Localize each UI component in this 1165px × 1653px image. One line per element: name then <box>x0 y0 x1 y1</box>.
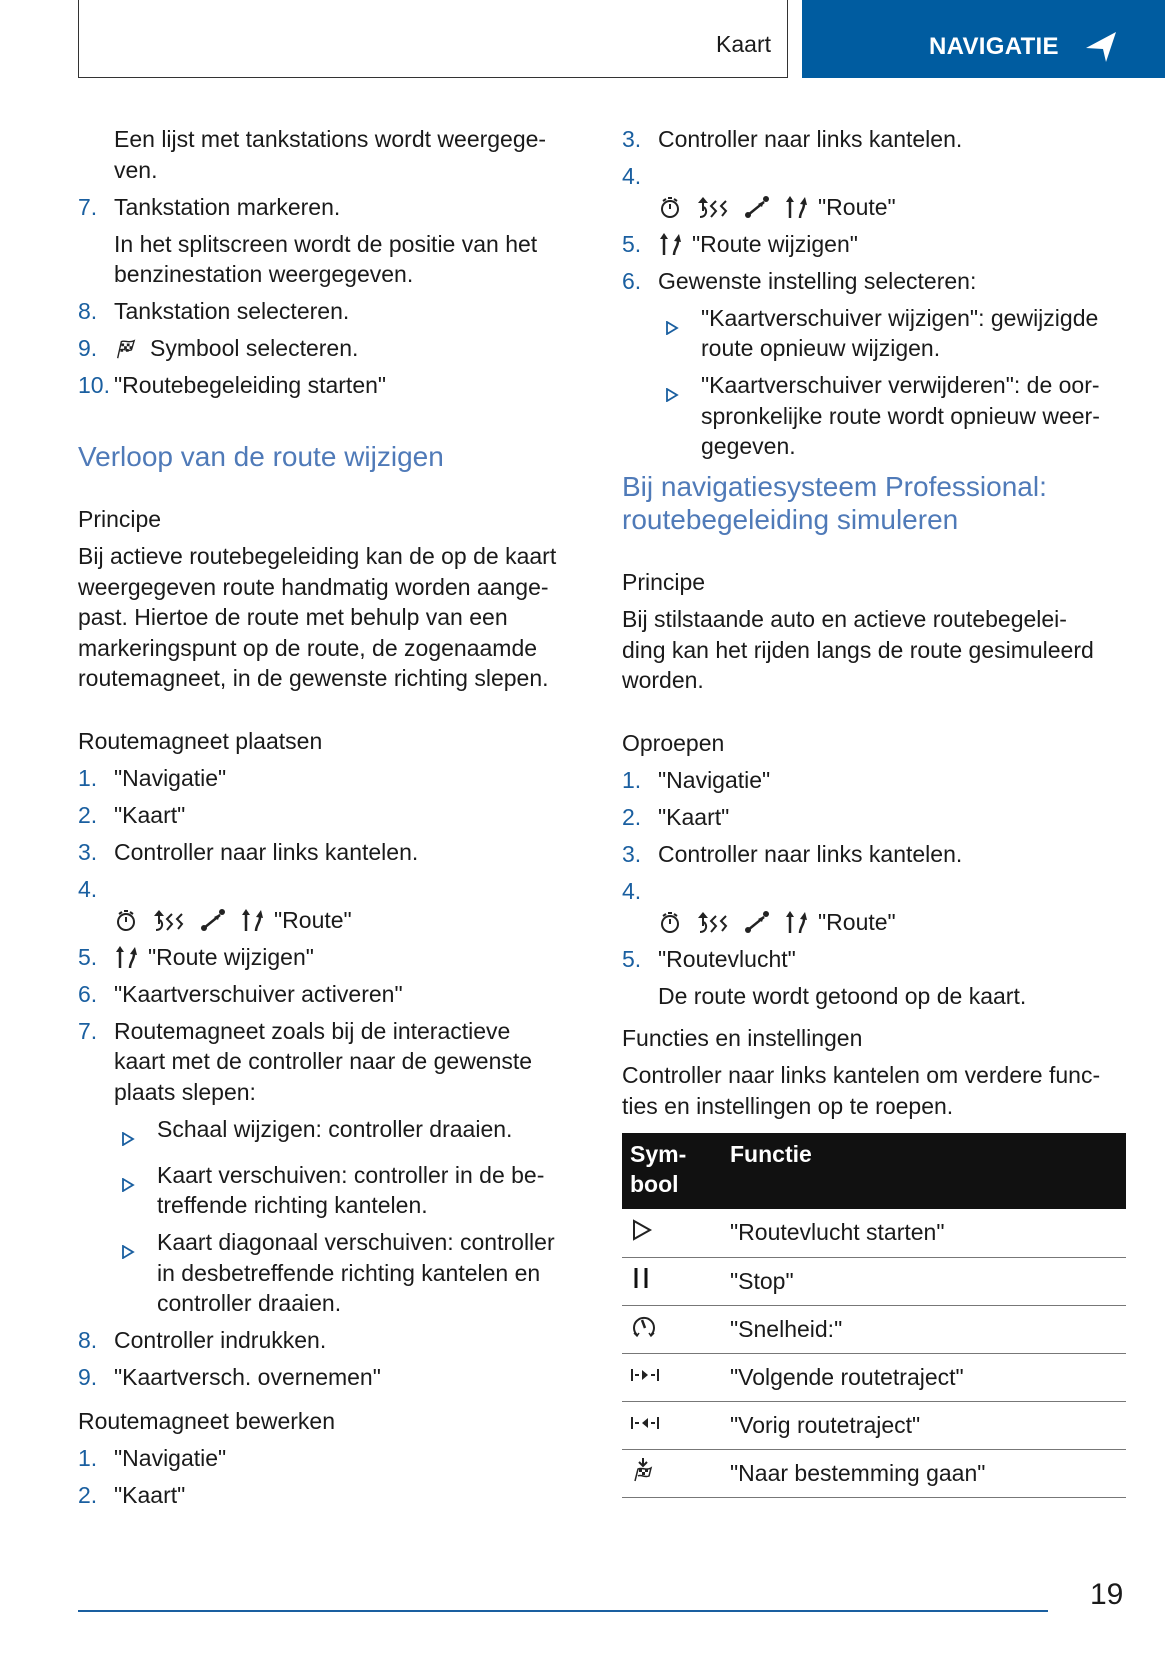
header-box <box>78 0 788 78</box>
list-item: 5. "Route wijzigen" <box>78 943 314 970</box>
principe-section <box>622 567 1127 696</box>
right-intro-section <box>622 124 1127 462</box>
paragraph: Bij stilstaande auto en actieve routebegelei- ding kan het rijden langs de route gesimuleerd worden. <box>622 606 1094 693</box>
scenic-route-icon <box>152 908 186 932</box>
chapter-title: NAVIGATIE <box>929 33 1059 60</box>
bewerken-section <box>78 1406 588 1511</box>
item-text: Symbool selecteren. <box>150 335 359 361</box>
bullet-item: Schaal wijzigen: controller draaien. <box>78 1114 588 1154</box>
table-row: "Snelheid:" <box>622 1305 1126 1353</box>
play-icon <box>630 1218 654 1242</box>
scenic-route-icon <box>696 195 730 219</box>
list-item: 9. "Kaartversch. overnemen" <box>78 1364 381 1390</box>
table-row: "Stop" <box>622 1257 1126 1305</box>
section-heading: Verloop van de route wijzigen <box>78 441 444 472</box>
triangle-bullet-icon <box>121 1132 135 1146</box>
list-item: 7. Routemagneet zoals bij de interactieve kaart met de controller naar de gewenste plaats slepen: <box>78 1017 533 1105</box>
list-item: 6. "Kaartverschuiver activeren" <box>78 980 403 1007</box>
item-note: In het splitscreen wordt de positie van het benzinestation weergegeven. <box>114 230 538 287</box>
oproepen-section <box>622 728 1127 1011</box>
list-item: 1. "Navigatie" <box>622 767 771 793</box>
list-item: 2. "Kaart" <box>78 1482 186 1508</box>
item-number: 10. <box>78 372 110 398</box>
chapter-tab <box>802 0 1165 78</box>
item-number: 7. <box>78 193 98 220</box>
subheading: Functies en instellingen <box>622 1025 863 1051</box>
subheading: Routemagneet plaatsen <box>78 728 323 754</box>
list-item <box>78 333 588 364</box>
list-item <box>78 370 588 401</box>
list-item: 6. Gewenste instelling selecteren: <box>622 267 977 294</box>
go-to-destination-icon <box>630 1457 656 1483</box>
list-item: 3. Controller naar links kantelen. <box>622 126 963 152</box>
list-item <box>78 192 588 223</box>
bullet-item: Kaart diagonaal verschuiven: controller in desbetreffende richting kantelen en controller draaien. <box>78 1227 588 1319</box>
principe-section <box>78 504 588 694</box>
table-row: "Naar bestemming gaan" <box>622 1449 1126 1497</box>
item-note: De route wordt getoond op de kaart. <box>658 982 1027 1009</box>
left-intro-section <box>78 124 588 401</box>
subheading: Oproepen <box>622 730 725 756</box>
pause-icon <box>630 1266 654 1290</box>
list-item: 1. "Navigatie" <box>78 765 227 791</box>
list-item: 3. Controller naar links kantelen. <box>78 839 419 865</box>
bullet-item: "Kaartverschuiver verwijderen": de oor- spronkelijke route wordt opnieuw weer- gegeven. <box>622 370 1127 462</box>
route-magnet-icon <box>744 195 770 219</box>
footer-rule <box>78 1610 1048 1612</box>
timer-icon <box>114 908 138 932</box>
paragraph: Bij actieve routebegeleiding kan de op de kaart weergegeven route handmatig worden aange- past. Hiertoe de route met behulp van een markeringspunt op de route, de zogenaamde routemagneet, in de gewenste richting slepen. <box>78 543 557 691</box>
route-magnet-icon <box>200 908 226 932</box>
route-arrows-icon <box>658 232 682 256</box>
triangle-bullet-icon <box>121 1245 135 1259</box>
paragraph: Controller naar links kantelen om verdere func- ties en instellingen op te roepen. <box>622 1062 1101 1119</box>
list-item: 3. Controller naar links kantelen. <box>622 841 963 867</box>
section-heading: Bij navigatiesysteem Professional: routebegeleiding simuleren <box>622 471 1047 535</box>
checkered-flag-icon <box>114 338 136 360</box>
route-arrows-icon <box>784 910 808 934</box>
table-row: "Volgende routetraject" <box>622 1353 1126 1401</box>
section-title: Kaart <box>716 31 771 57</box>
list-item: 2. "Kaart" <box>622 804 730 830</box>
list-item: 4. "Route" <box>622 878 896 935</box>
route-magnet-icon <box>744 910 770 934</box>
list-item: 5. "Routevlucht" <box>622 945 796 972</box>
item-text: "Routebegeleiding starten" <box>114 372 387 398</box>
table-row: "Routevlucht starten" <box>622 1209 1126 1257</box>
item-number: 8. <box>78 298 98 324</box>
speedometer-icon <box>630 1314 658 1338</box>
bullet-item: Kaart verschuiven: controller in de be- treffende richting kantelen. <box>78 1160 588 1221</box>
functions-table <box>622 1133 1126 1498</box>
list-item: 4. "Route" <box>78 876 352 933</box>
route-arrows-icon <box>114 945 138 969</box>
triangle-bullet-icon <box>665 388 679 402</box>
triangle-bullet-icon <box>121 1178 135 1192</box>
next-segment-icon <box>630 1365 660 1385</box>
list-item <box>78 296 588 327</box>
functies-section <box>622 1023 1127 1498</box>
navigation-arrow-icon <box>1084 30 1118 64</box>
item-text: Tankstation markeren. <box>114 193 341 220</box>
table-row: "Vorig routetraject" <box>622 1401 1126 1449</box>
route-arrows-icon <box>240 908 264 932</box>
table-header: Sym- bool Functie <box>622 1133 1126 1209</box>
item-text: Tankstation selecteren. <box>114 298 350 324</box>
page-number: 19 <box>1090 1578 1124 1611</box>
list-item: 2. "Kaart" <box>78 802 186 828</box>
plaatsen-section <box>78 726 588 1393</box>
subheading: Principe <box>622 569 706 595</box>
timer-icon <box>658 910 682 934</box>
intro-text: Een lijst met tankstations wordt weergege- ven. <box>114 126 547 183</box>
previous-segment-icon <box>630 1413 660 1433</box>
scenic-route-icon <box>696 910 730 934</box>
item-number: 9. <box>78 335 98 361</box>
route-arrows-icon <box>784 195 808 219</box>
timer-icon <box>658 195 682 219</box>
subheading: Principe <box>78 506 162 532</box>
bullet-item: "Kaartverschuiver wijzigen": gewijzigde route opnieuw wijzigen. <box>622 303 1127 364</box>
list-item: 5. "Route wijzigen" <box>622 230 858 257</box>
list-item: 1. "Navigatie" <box>78 1445 227 1471</box>
list-item: 4. "Route" <box>622 163 896 220</box>
subheading: Routemagneet bewerken <box>78 1408 335 1434</box>
list-item: 8. Controller indrukken. <box>78 1327 327 1353</box>
triangle-bullet-icon <box>665 321 679 335</box>
